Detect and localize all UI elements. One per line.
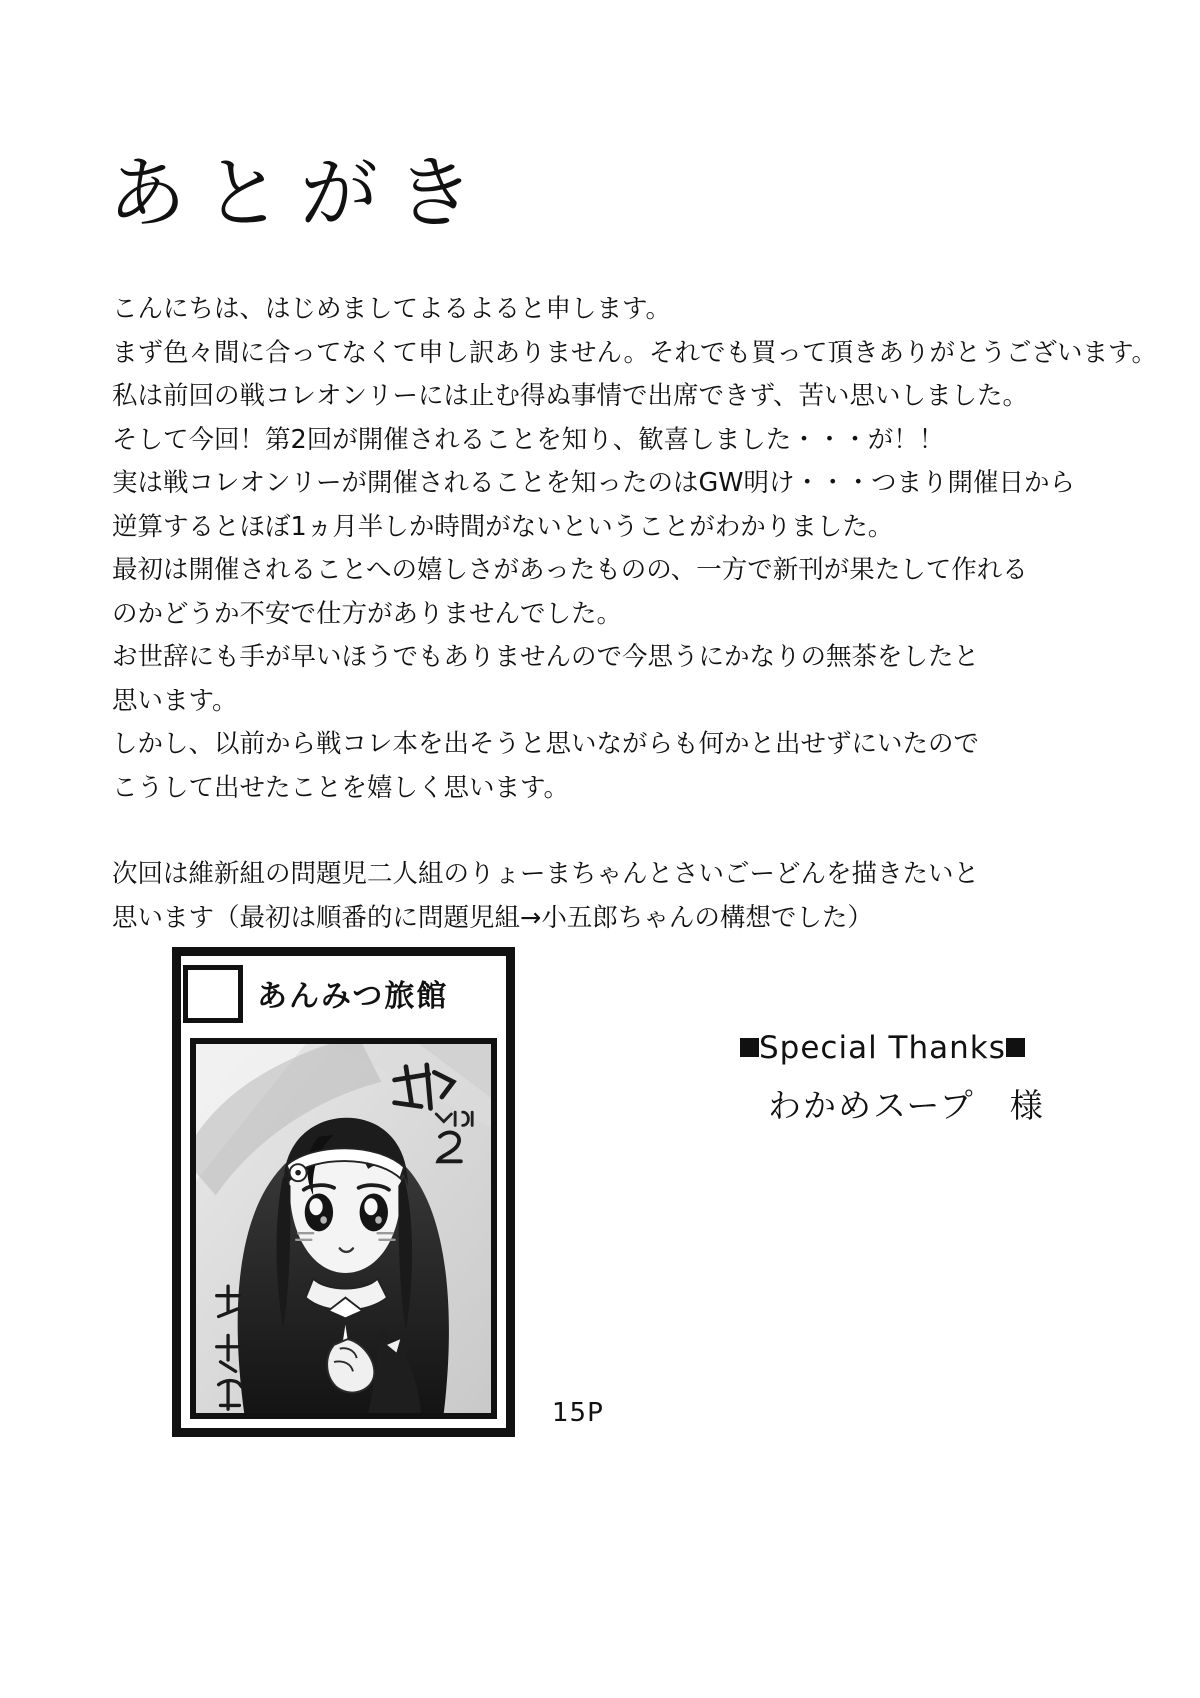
cover-title: あんみつ旅館 xyxy=(257,979,449,1014)
cover-illustration xyxy=(190,1038,497,1419)
body-line: 最初は開催されることへの嬉しさがあったものの、一方で新刊が果たして作れる xyxy=(112,555,1028,585)
body-line: 思います（最初は順番的に問題児組→小五郎ちゃんの構想でした） xyxy=(112,902,873,933)
filled-square-icon xyxy=(1006,1038,1025,1057)
body-line: 次回は維新組の問題児二人組のりょーまちゃんとさいごーどんを描きたいと xyxy=(112,859,980,889)
special-thanks-heading xyxy=(740,1030,1045,1066)
special-thanks-name: わかめスープ 様 xyxy=(768,1086,1045,1125)
cover-blank-square xyxy=(183,965,243,1023)
body-line: 私は前回の戦コレオンリーには止む得ぬ事情で出席できず、苦い思いしました。 xyxy=(112,381,1028,411)
cover-header xyxy=(181,956,506,1030)
cover-artwork-svg xyxy=(196,1044,491,1413)
body-line: まず色々間に合ってなくて申し訳ありません。それでも買って頂きありがとうございます。 xyxy=(112,337,1157,368)
page-count-label: 15P xyxy=(552,1398,604,1428)
paragraph-gap xyxy=(112,810,1112,853)
body-line: お世辞にも手が早いほうでもありませんので今思うにかなりの無茶をしたと xyxy=(112,642,980,672)
body-line: そして今回！第2回が開催されることを知り、歓喜しました・・・が！！ xyxy=(112,424,945,455)
body-line: こうして出せたことを嬉しく思います。 xyxy=(112,772,569,803)
body-line: のかどうか不安で仕方がありませんでした。 xyxy=(112,598,623,629)
page-title: あとがき xyxy=(108,149,493,239)
body-line: 実は戦コレオンリーが開催されることを知ったのはGW明け・・・つまり開催日から xyxy=(112,468,1075,498)
body-line: しかし、以前から戦コレ本を出そうと思いながらも何かと出せずにいたので xyxy=(112,729,980,759)
book-cover-thumbnail xyxy=(172,947,515,1437)
filled-square-icon xyxy=(740,1038,759,1057)
afterword-body xyxy=(112,288,1157,940)
special-thanks-text: Special Thanks xyxy=(759,1030,1006,1066)
body-line: こんにちは、はじめましてよるよると申します。 xyxy=(112,294,671,324)
body-line: 思います。 xyxy=(112,685,238,716)
body-line: 逆算するとほぼ1ヵ月半しか時間がないということがわかりました。 xyxy=(112,511,894,542)
special-thanks-block xyxy=(740,1030,1045,1127)
